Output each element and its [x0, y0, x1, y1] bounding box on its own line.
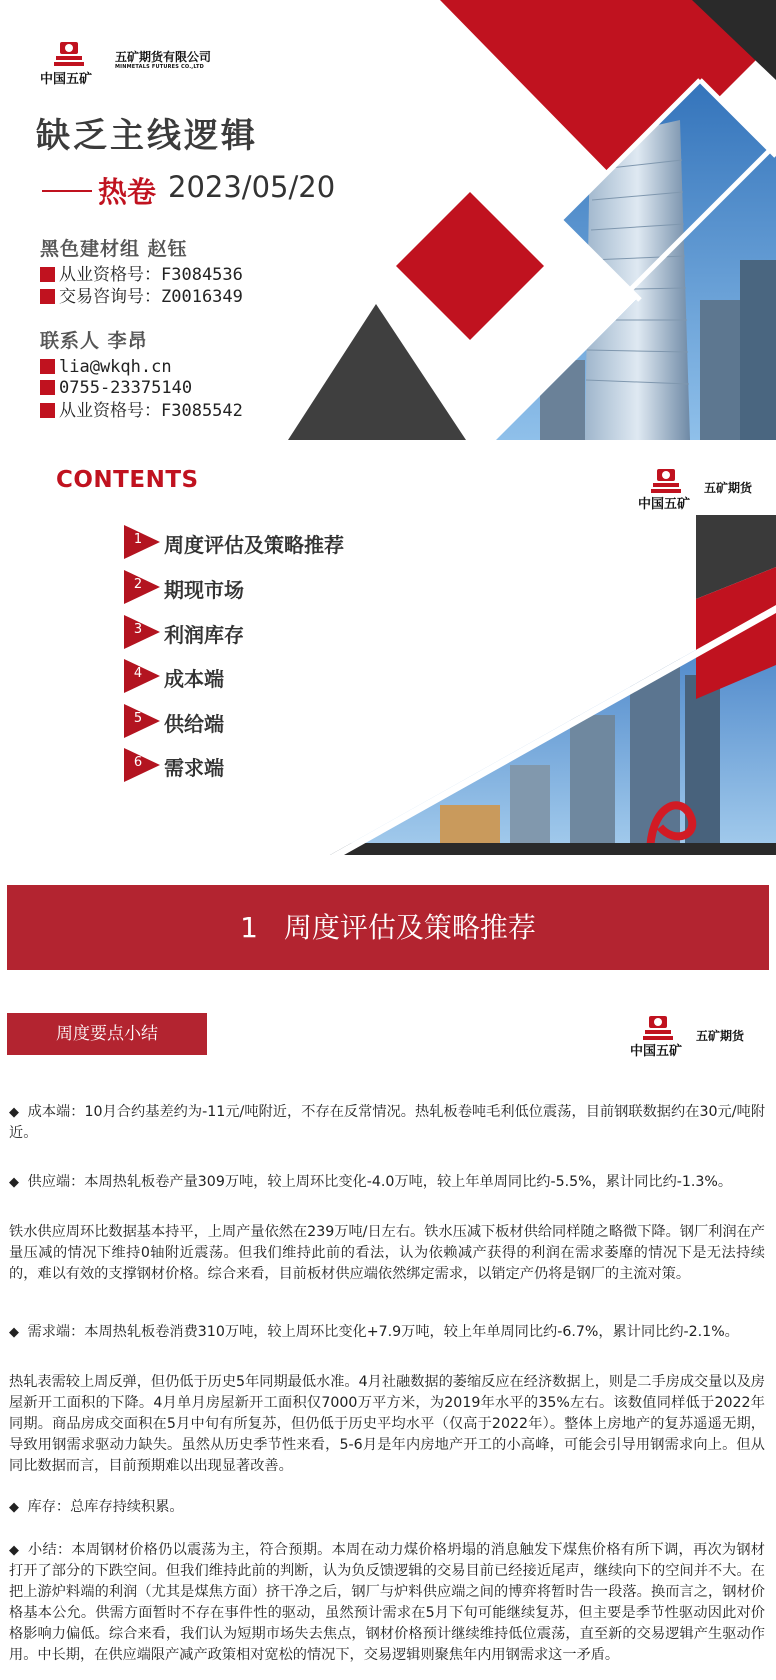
section-number: 1 [240, 911, 258, 944]
logo-text-company: 五矿期货 [696, 1029, 745, 1043]
bullet-square-icon [40, 359, 55, 374]
summary-supply-detail: 铁水供应周环比数据基本持平，上周产量依然在239万吨/日左右。铁水压减下板材供给同样随之略微下降。钢厂利润在产量压减的情况下维持0轴附近震荡。但我们维持此前的看法，认为依赖减产获得的利润在需求萎靡的情况下是无法持续的，难以有效的支撑钢材价格。综合来看，目前板材供应端依然绑定需求，以销定产仍将是钢厂的主流对策。 [9, 1224, 765, 1282]
toc-item-3[interactable]: 3 利润库存 [124, 615, 484, 649]
diamond-bullet-icon: ◆ [9, 1543, 20, 1558]
diamond-bullet-icon: ◆ [9, 1175, 19, 1190]
cover-page [0, 0, 776, 440]
summary-cost: ◆ 成本端：10月合约基差约为-11元/吨附近，不存在反常情况。热轧板卷吨毛利低位震荡，目前钢联数据约在30元/吨附近。 [9, 1104, 766, 1141]
dark-triangle [288, 304, 466, 440]
toc-item-4[interactable]: 4 成本端 [124, 659, 484, 693]
report-date: 2023/05/20 [168, 170, 336, 204]
logo-text-company: 五矿期货 [704, 481, 753, 495]
diamond-bullet-icon: ◆ [9, 1105, 20, 1120]
contact-person: 联系人 李昂 [40, 330, 148, 352]
section-banner [7, 885, 769, 970]
toc-item-6[interactable]: 6 需求端 [124, 748, 484, 782]
toc-item-1[interactable]: 1 周度评估及策略推荐 [124, 525, 484, 559]
bullet-square-icon [40, 380, 55, 395]
summary-demand: ◆ 需求端：本周热轧板卷消费310万吨，较上周环比变化+7.9万吨，较上年单周同比约-6.7%，累计同比约-2.1%。 [9, 1324, 739, 1340]
section-title: 周度评估及策略推荐 [283, 911, 536, 944]
bullet-square-icon [40, 267, 55, 282]
subtitle-dash [42, 190, 92, 192]
red-diamond [396, 192, 544, 340]
company-name-cn: 五矿期货有限公司 [115, 50, 212, 64]
summary-demand-detail: 热轧表需较上周反弹，但仍低于历史5年同期最低水准。4月社融数据的萎缩反应在经济数据上，则是二手房成交量以及房屋新开工面积的下降。4月单月房屋新开工面积仅7000万平方米，为2019年水平的35%左右。该数值同样低于2022年同期。商品房成交面积在5月中旬有所复苏，但仍低于历史平均水平（仅高于2022年）。整体上房地产的复苏遥遥无期，导致用钢需求驱动力缺失。虽然从历史季节性来看，5-6月是年内房地产开工的小高峰，可能会引导用钢需求向上。但从同比数据而言，目前预期难以出现显著改善。 [9, 1374, 765, 1474]
contact-license: 从业资格号：F3085542 [40, 400, 243, 422]
logo-text-cn: 中国五矿 [638, 497, 691, 512]
summary-tag: 周度要点小结 [7, 1013, 207, 1055]
china-minmetals-logo-icon [643, 1012, 673, 1040]
contact-phone: 0755-23375140 [40, 377, 192, 399]
summary-conclusion: ◆ 小结：本周钢材价格仍以震荡为主，符合预期。本周在动力煤价格坍塌的消息触发下煤焦价格有所下调，再次为钢材打开了部分的下跌空间。但我们维持此前的判断，认为负反馈逻辑的交易目前已经接近尾声，继续向下的空间并不大。在把上游炉料端的利润（尤其是煤焦方面）挤干净之后，钢厂与炉料供应端之间的博弈将暂时告一段落。换而言之，钢材价格基本公允。供需方面暂时不存在事件性的驱动，虽然预计需求在5月下旬可能继续复苏，但主要是季节性驱动因此对价格影响力偏低。综合来看，我们认为短期市场失去焦点，钢材价格预计继续维持低位震荡，直至新的交易逻辑产生驱动作用。中长期，在供应端限产减产政策相对宽松的情况下，交易逻辑则聚焦年内用钢需求这一矛盾。 [9, 1542, 765, 1663]
report-subtitle: 热卷 [98, 175, 157, 209]
summary-supply: ◆ 供应端：本周热轧板卷产量309万吨，较上周环比变化-4.0万吨，较上年单周同比约-5.5%，累计同比约-1.3%。 [9, 1174, 733, 1190]
china-minmetals-logo-icon [54, 38, 84, 66]
logo-text-cn: 中国五矿 [630, 1044, 683, 1059]
contents-page [0, 455, 776, 865]
logo-text-cn: 中国五矿 [40, 72, 93, 87]
toc-item-2[interactable]: 2 期现市场 [124, 570, 484, 604]
company-name-en: MINMETALS FUTURES CO.,LTD [115, 64, 204, 70]
diamond-bullet-icon: ◆ [9, 1325, 19, 1340]
contents-title: CONTENTS [56, 467, 199, 493]
toc-item-5[interactable]: 5 供给端 [124, 704, 484, 738]
summary-inventory: ◆ 库存：总库存持续积累。 [9, 1499, 184, 1515]
report-title: 缺乏主线逻辑 [36, 116, 258, 156]
analyst-consult-license: 交易咨询号：Z0016349 [40, 286, 243, 308]
diamond-bullet-icon: ◆ [9, 1500, 19, 1515]
analyst-license: 从业资格号：F3084536 [40, 264, 243, 286]
bullet-square-icon [40, 403, 55, 418]
contact-email: lia@wkqh.cn [40, 356, 172, 378]
bullet-square-icon [40, 289, 55, 304]
analyst-group: 黑色建材组 赵钰 [40, 238, 188, 260]
china-minmetals-logo-icon [651, 465, 681, 493]
